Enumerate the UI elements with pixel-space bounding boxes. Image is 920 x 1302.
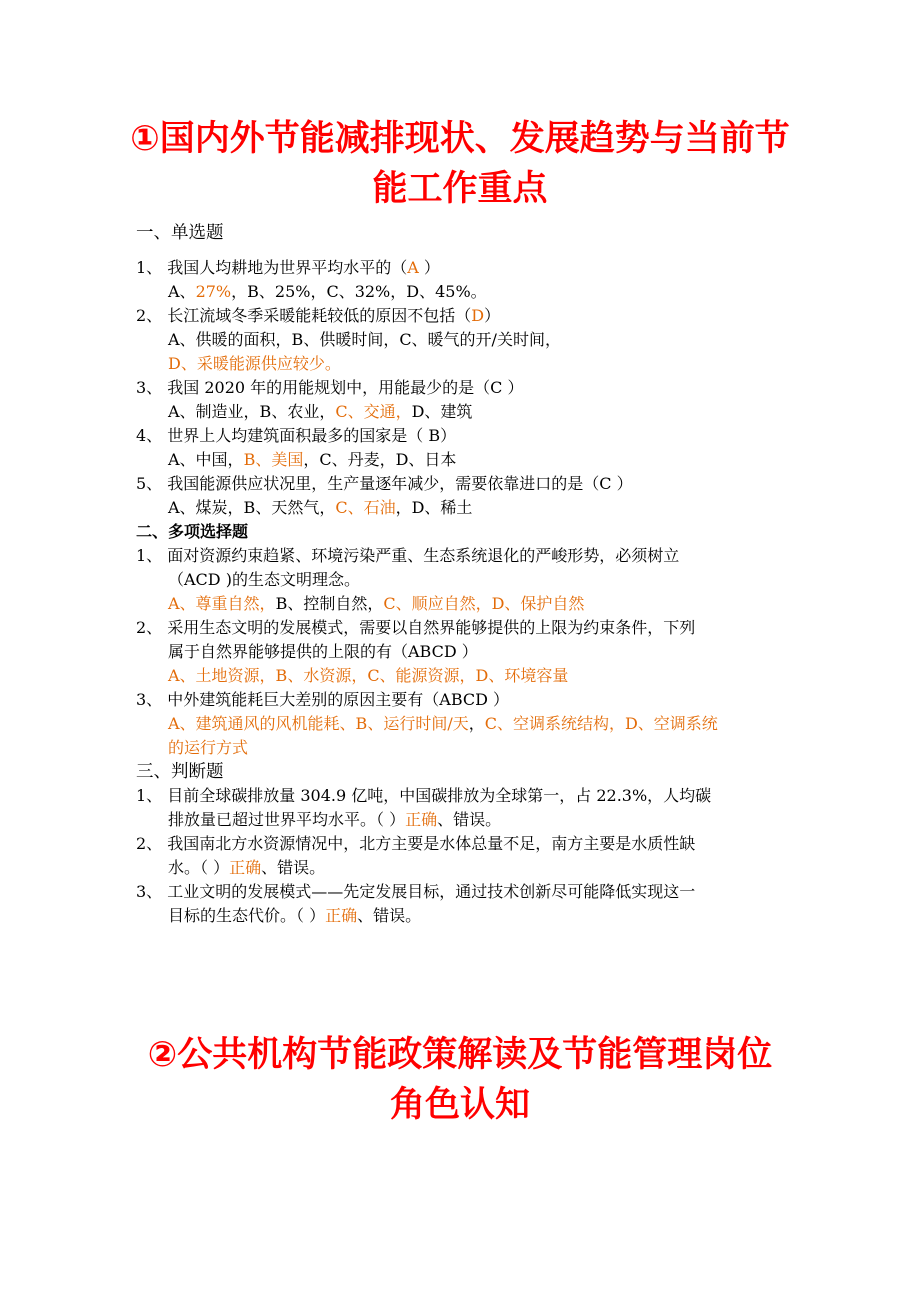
single-q2-answer: D [471,306,485,325]
multi-q1-options: A、尊重自然，B、控制自然，C、顺应自然，D、保护自然 [168,594,585,613]
single-q4: 4、 世界上人均建筑面积最多的国家是（ B） [136,426,457,445]
single-q5-options: A、煤炭，B、天然气，C、石油，D、稀土 [168,498,473,517]
single-q4-options: A、中国，B、美国，C、丹麦，D、日本 [168,450,457,469]
chapter-1-title [0,114,920,214]
multi-q2-options: A、土地资源，B、水资源，C、能源资源，D、环境容量 [168,666,569,685]
chapter-2-title [0,1030,920,1130]
single-q2-options-2: D、采暖能源供应较少。 [168,354,341,373]
section-true-false: 三、判断题 [136,762,224,782]
multi-q1: 1、 面对资源约束趋紧、环境污染严重、生态系统退化的严峻形势，必须树立 [136,546,680,565]
chapter-1-title-line1: ①国内外节能减排现状、发展趋势与当前节 [130,119,790,159]
section-single-choice: 一、单选题 [136,223,224,243]
judge-q1: 1、 目前全球碳排放量 304.9 亿吨，中国碳排放为全球第一，占 22.3%，人均碳 [136,786,712,805]
single-q3-options: A、制造业，B、农业，C、交通，D、建筑 [168,402,473,421]
multi-q2-cont: 属于自然界能够提供的上限的有（ABCD ） [168,642,478,661]
section-multiple-choice: 二、多项选择题 [136,522,249,541]
single-q1-answer: A [407,258,419,277]
chapter-1-title-line2: 能工作重点 [372,169,548,209]
judge-q2-cont: 水。（ ）正确、错误。 [168,858,326,877]
multi-q2: 2、 采用生态文明的发展模式，需要以自然界能够提供的上限为约束条件，下列 [136,618,696,637]
multi-q3-options-2: 的运行方式 [168,738,249,757]
judge-q3: 3、 工业文明的发展模式——先定发展目标，通过技术创新尽可能降低实现这一 [136,882,696,901]
quiz-content [136,218,796,928]
single-q5: 5、 我国能源供应状况里，生产量逐年减少，需要依靠进口的是（C ） [136,474,633,493]
single-q1-options: A、27%，B、25%，C、32%，D、45%。 [168,282,487,301]
chapter-2-title-line2: 角色认知 [389,1085,530,1125]
single-q3: 3、 我国 2020 年的用能规划中，用能最少的是（C ） [136,378,524,397]
judge-q1-cont: 排放量已超过世界平均水平。（ ）正确、错误。 [168,810,502,829]
single-q2: 2、 长江流域冬季采暖能耗较低的原因不包括（D） [136,306,501,325]
judge-q2: 2、 我国南北方水资源情况中，北方主要是水体总量不足，南方主要是水质性缺 [136,834,696,853]
multi-q3: 3、 中外建筑能耗巨大差别的原因主要有（ABCD ） [136,690,510,709]
single-q1: 1、 我国人均耕地为世界平均水平的（A ） [136,258,440,277]
single-q2-options-1: A、供暖的面积，B、供暖时间，C、暖气的开/关时间， [168,330,561,349]
multi-q1-cont: （ACD )的生态文明理念。 [168,570,360,589]
chapter-2-title-line1: ②公共机构节能政策解读及节能管理岗位 [147,1035,773,1075]
multi-q3-options-1: A、建筑通风的风机能耗、B、运行时间/天，C、空调系统结构，D、空调系统 [168,714,718,733]
judge-q3-cont: 目标的生态代价。（ ）正确、错误。 [168,906,422,925]
